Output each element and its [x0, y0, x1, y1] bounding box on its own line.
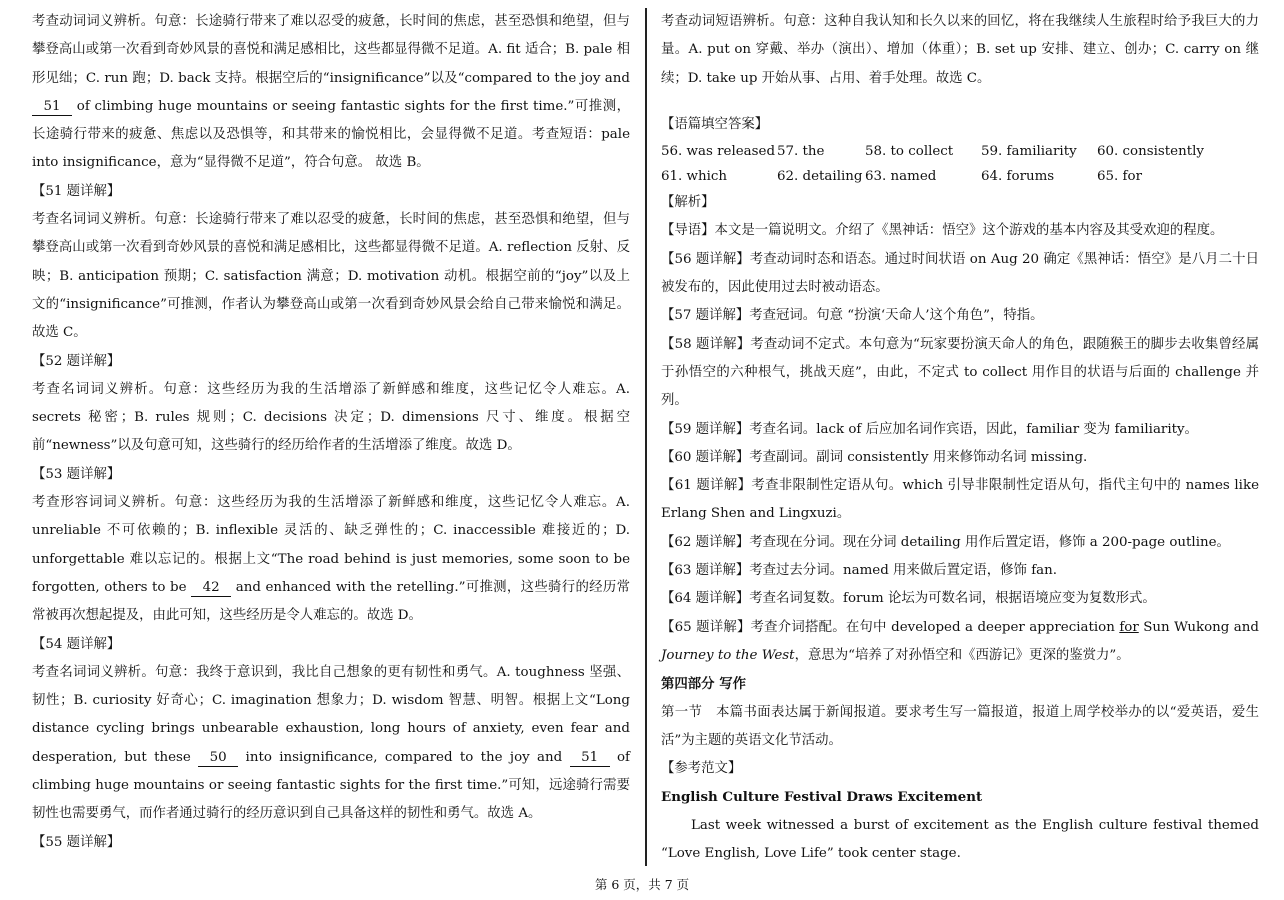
book-title: Journey to the West: [661, 647, 795, 663]
blank-number: 50: [198, 749, 238, 767]
page-footer: 第 6 页，共 7 页: [594, 877, 690, 892]
question-63-detail: 【63 题详解】考查过去分词。named 用来做后置定语，修饰 fan.: [661, 563, 1058, 579]
answer-item: 61. which: [661, 169, 728, 185]
answer-grid: [661, 139, 1259, 189]
left-column: [32, 8, 630, 857]
question-65-detail: [661, 614, 1259, 671]
answer-item: 56. was released: [661, 144, 776, 160]
blank-number: 42: [191, 579, 231, 597]
answers-heading: 【语篇填空答案】: [661, 116, 769, 132]
text: 【65 题详解】考查介词搭配。在句中 developed a deeper appreciation: [661, 619, 1115, 635]
question-51-explanation: 考查名词词义辨析。句意：长途骑行带来了难以忍受的疲惫，长时间的焦虑，甚至恐惧和绝望，但与攀登高山或第一次看到奇妙风景的喜悦和满足感相比，这些都显得微不足道。A. reflection 反射、反映；B. anticipation 预期；C. satisfaction 满意；D. motivation 动机。根据空前的“joy”以及上文的“insignificance”可推测，作者认为攀登高山或第一次看到奇妙风景会给自己带来愉悦和满足。故选 C。: [32, 212, 630, 341]
question-54-heading: 【54 题详解】: [32, 636, 121, 652]
answer-item: 64. forums: [981, 169, 1055, 185]
text: 考查动词词义辨析。句意：长途骑行带来了难以忍受的疲惫，长时间的焦虑，甚至恐惧和绝望，但与攀登高山或第一次看到奇妙风景的喜悦和满足感相比，这些都显得微不足道。A. fit 适合；B. pale 相形见绌；C. run 跑；D. back 支持。根据空后的“insignificance”以及“compared to the joy and: [32, 14, 630, 86]
answer-item: 60. consistently: [1097, 144, 1204, 160]
answer-item: 58. to collect: [865, 144, 954, 160]
question-56-detail: 【56 题详解】考查动词时态和语态。通过时间状语 on Aug 20 确定《黑神话：悟空》是八月二十日被发布的，因此使用过去时被动语态。: [661, 251, 1259, 296]
question-62-detail: 【62 题详解】考查现在分词。现在分词 detailing 用作后置定语，修饰 a 200-page outline。: [661, 534, 1230, 550]
text: 考查形容词词义辨析。句意：这些经历为我的生活增添了新鲜感和维度，这些记忆令人难忘。A. unreliable 不可依赖的；B. inflexible 灵活的、缺乏弹性的；C. inaccessible 难接近的；D. unforgettable 难以忘记的。根据上文“The road behind is just memories, some soon to be forgotten, others to be: [32, 495, 630, 595]
text: ，意思为“培养了对孙悟空和《西游记》更深的鉴赏力”。: [794, 647, 1130, 663]
question-52-heading: 【52 题详解】: [32, 353, 121, 369]
text: Sun Wukong and: [1143, 619, 1259, 635]
question-54-explanation: [32, 659, 630, 829]
answer-item: 62. detailing: [777, 169, 863, 185]
question-55-explanation: 考查动词短语辨析。句意：这种自我认知和长久以来的回忆，将在我继续人生旅程时给予我巨大的力量。A. put on 穿戴、举办（演出）、增加（体重）；B. set up 安排、建立、创办；C. carry on 继续；D. take up 开始从事、占用、着手处理。故选 C。: [661, 14, 1259, 86]
question-52-explanation: 考查名词词义辨析。句意：这些经历为我的生活增添了新鲜感和维度，这些记忆令人难忘。A. secrets 秘密；B. rules 规则；C. decisions 决定；D. dimensions 尺寸、维度。根据空前“newness”以及句意可知，这些骑行的经历给作者的生活增添了维度。故选 D。: [32, 381, 630, 454]
analysis-heading: 【解析】: [661, 195, 715, 211]
essay-paragraph: Last week witnessed a burst of excitement as the English culture festival themed “Love English, Love Life” took center stage.: [661, 817, 1259, 862]
answer-item: 57. the: [777, 144, 825, 160]
part-four-heading: 第四部分 写作: [661, 676, 747, 693]
question-53-heading: 【53 题详解】: [32, 466, 121, 482]
text: and enhanced with the retelling.”可推测，这些骑行的经历常常被再次想起提及，由此可知，这些经历是令人难忘的。故选 D。: [32, 579, 630, 624]
guide-text: 【导语】本文是一篇说明文。介绍了《黑神话：悟空》这个游戏的基本内容及其受欢迎的程度。: [661, 223, 1224, 239]
question-57-detail: 【57 题详解】考查冠词。句意 “扮演‘天命人’这个角色”，特指。: [661, 308, 1044, 324]
underlined-word: for: [1119, 619, 1139, 635]
question-59-detail: 【59 题详解】考查名词。lack of 后应加名词作宾语，因此，familiar 变为 familiarity。: [661, 421, 1198, 437]
section-one-text: 第一节 本篇书面表达属于新闻报道。要求考生写一篇报道，报道上周学校举办的以“爱英语，爱生活”为主题的英语文化节活动。: [661, 704, 1259, 748]
blank-number: 51: [570, 749, 610, 767]
answer-item: 65. for: [1097, 169, 1142, 185]
question-61-detail: 【61 题详解】考查非限制性定语从句。which 引导非限制性定语从句，指代主句中的 names like Erlang Shen and Lingxuzi。: [661, 478, 1259, 522]
question-51-heading: 【51 题详解】: [32, 183, 121, 199]
column-divider: [645, 8, 647, 866]
text: of climbing huge mountains or seeing fantastic sights for the first time.”可推测，长途骑行带来的疲惫、焦虑以及恐惧等，和其带来的愉悦相比，会显得微不足道。考查短语：pale into insignificance，意为“显得微不足道”，符合句意。 故选 B。: [32, 98, 630, 171]
question-53-explanation: [32, 489, 630, 630]
right-column: [661, 8, 1259, 868]
question-60-detail: 【60 题详解】考查副词。副词 consistently 用来修饰动名词 missing.: [661, 449, 1088, 465]
sample-heading: 【参考范文】: [661, 761, 742, 777]
question-55-heading: 【55 题详解】: [32, 834, 121, 850]
text: into insignificance, compared to the joy and: [245, 749, 563, 765]
spacer: [661, 93, 1259, 111]
blank-number: 51: [32, 98, 72, 116]
question-64-detail: 【64 题详解】考查名词复数。forum 论坛为可数名词，根据语境应变为复数形式。: [661, 591, 1156, 607]
text: 考查名词词义辨析。句意：我终于意识到，我比自己想象的更有韧性和勇气。A. toughness 坚强、韧性；B. curiosity 好奇心；C. imagination 想象力；D. wisdom 智慧、明智。根据上文“Long distance cycling brings unbearable exhaustion, long hours of anxiety, even fear and desperation, but these: [32, 664, 630, 765]
answer-item: 59. familiarity: [981, 144, 1077, 160]
text: of climbing huge mountains or seeing fantastic sights for the first time.”可知，远途骑行需要韧性也需要勇气，而作者通过骑行的经历意识到自己具备这样的韧性和勇气。故选 A。: [32, 749, 630, 822]
essay-title: English Culture Festival Draws Excitement: [661, 789, 983, 806]
answer-item: 63. named: [865, 169, 937, 185]
question-50-explanation: [32, 8, 630, 178]
question-58-detail: 【58 题详解】考查动词不定式。本句意为“玩家要扮演天命人的角色，跟随猴王的脚步去收集曾经属于孙悟空的六种根气，挑战天庭”，由此，不定式 to collect 用作目的状语与后面的 challenge 并列。: [661, 336, 1259, 409]
